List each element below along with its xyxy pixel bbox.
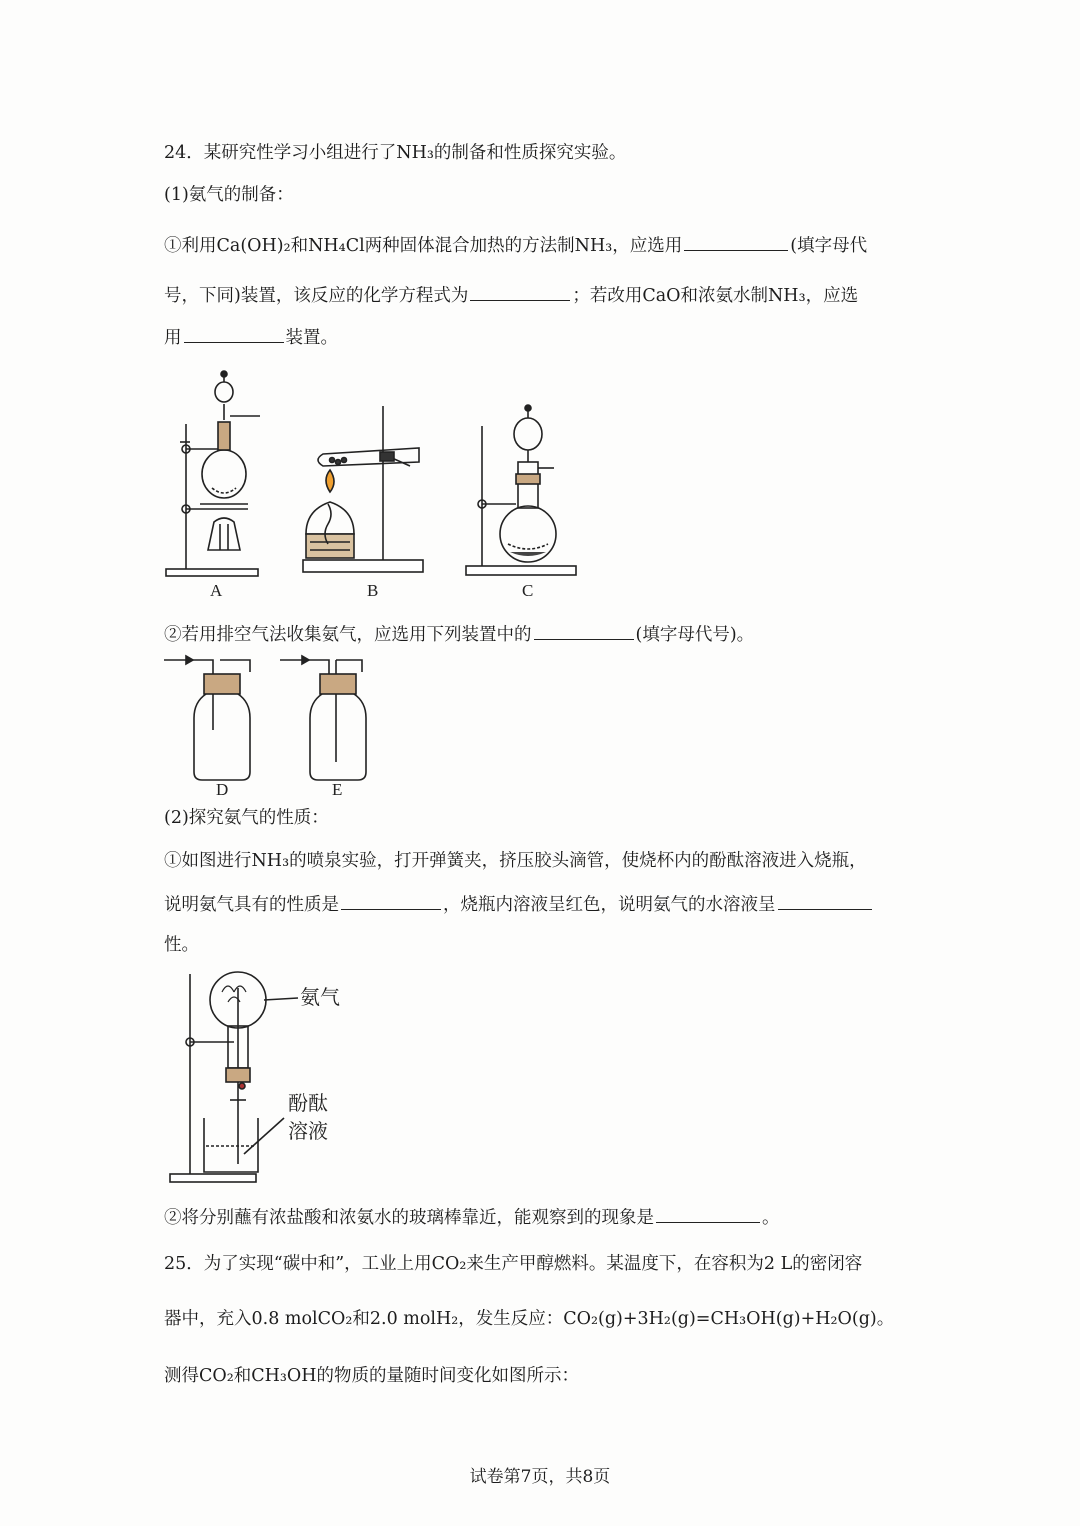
q24-p1-q2-text-a: ②若用排空气法收集氨气，应选用下列装置中的 <box>164 625 532 645</box>
answer-blank-2[interactable] <box>470 282 570 301</box>
label-c: C <box>522 581 534 600</box>
answer-blank-3[interactable] <box>184 324 284 343</box>
bottle-d <box>164 656 250 780</box>
q24-p1-q1-line3 <box>164 324 338 350</box>
q24-p1-q1-line2 <box>164 282 858 308</box>
q24-p1-q2-text-b: (填字母代号)。 <box>635 625 755 645</box>
answer-blank-1[interactable] <box>684 232 788 251</box>
q24-p2-q1-line3: 性。 <box>164 935 199 955</box>
q24-part1-title: (1)氨气的制备： <box>164 185 294 205</box>
label-b: B <box>367 581 379 600</box>
fountain-experiment-figure <box>164 968 384 1190</box>
q24-p2-q1-text-b: 说明氨气具有的性质是 <box>164 895 339 915</box>
answer-blank-6[interactable] <box>778 891 872 910</box>
q24-p2-q1-line1: ①如图进行NH₃的喷泉实验，打开弹簧夹，挤压胶头滴管，使烧杯内的酚酞溶液进入烧瓶， <box>164 851 867 871</box>
q25-line1: 25．为了实现“碳中和”，工业上用CO₂来生产甲醇燃料。某温度下，在容积为2 L的密闭容 <box>164 1254 863 1274</box>
q24-p1-q1-text-d: ；若改用CaO和浓氨水制NH₃，应选 <box>572 286 859 306</box>
label-a: A <box>210 581 223 600</box>
q24-part2-title: (2)探究氨气的性质： <box>164 808 329 828</box>
apparatus-b <box>303 406 423 572</box>
q25-line3: 测得CO₂和CH₃OH的物质的量随时间变化如图所示： <box>164 1366 580 1386</box>
q24-intro: 24．某研究性学习小组进行了NH₃的制备和性质探究实验。 <box>164 143 627 163</box>
answer-blank-7[interactable] <box>656 1204 760 1223</box>
q24-p1-q2-line <box>164 621 754 647</box>
apparatus-c <box>466 405 576 575</box>
label-ammonia: 氨气 <box>300 985 340 1009</box>
label-solution: 溶液 <box>288 1119 328 1143</box>
q24-p1-q1-text-e: 用 <box>164 328 182 348</box>
q25-line2: 器中，充入0.8 molCO₂和2.0 molH₂，发生反应：CO₂(g)+3H₂(g)=CH₃OH(g)+H₂O(g)。 <box>164 1309 895 1329</box>
answer-blank-5[interactable] <box>341 891 441 910</box>
answer-blank-4[interactable] <box>534 621 634 640</box>
q24-p1-q1-line1 <box>164 232 867 258</box>
q24-p2-q2-line <box>164 1204 780 1230</box>
apparatus-a <box>166 371 260 576</box>
q24-p1-q1-text-a: ①利用Ca(OH)₂和NH₄Cl两种固体混合加热的方法制NH₃，应选用 <box>164 236 683 256</box>
apparatus-abc-figure <box>160 364 590 604</box>
label-d: D <box>216 780 229 799</box>
gas-bottles-de-figure <box>160 652 380 800</box>
q24-p1-q1-text-b: (填字母代 <box>790 236 868 256</box>
q24-p2-q2-text-b: 。 <box>762 1208 780 1228</box>
label-phenolphthalein: 酚酞 <box>288 1091 328 1115</box>
q24-p1-q1-text-f: 装置。 <box>285 328 338 348</box>
q24-p2-q1-text-c: ，烧瓶内溶液呈红色，说明氨气的水溶液呈 <box>443 895 776 915</box>
page-footer: 试卷第7页，共8页 <box>469 1467 611 1487</box>
q24-p1-q1-text-c: 号，下同)装置，该反应的化学方程式为 <box>164 286 469 306</box>
q24-p2-q2-text-a: ②将分别蘸有浓盐酸和浓氨水的玻璃棒靠近，能观察到的现象是 <box>164 1208 654 1228</box>
label-e: E <box>332 780 343 799</box>
q24-p2-q1-line2 <box>164 891 874 917</box>
bottle-e <box>280 656 366 780</box>
